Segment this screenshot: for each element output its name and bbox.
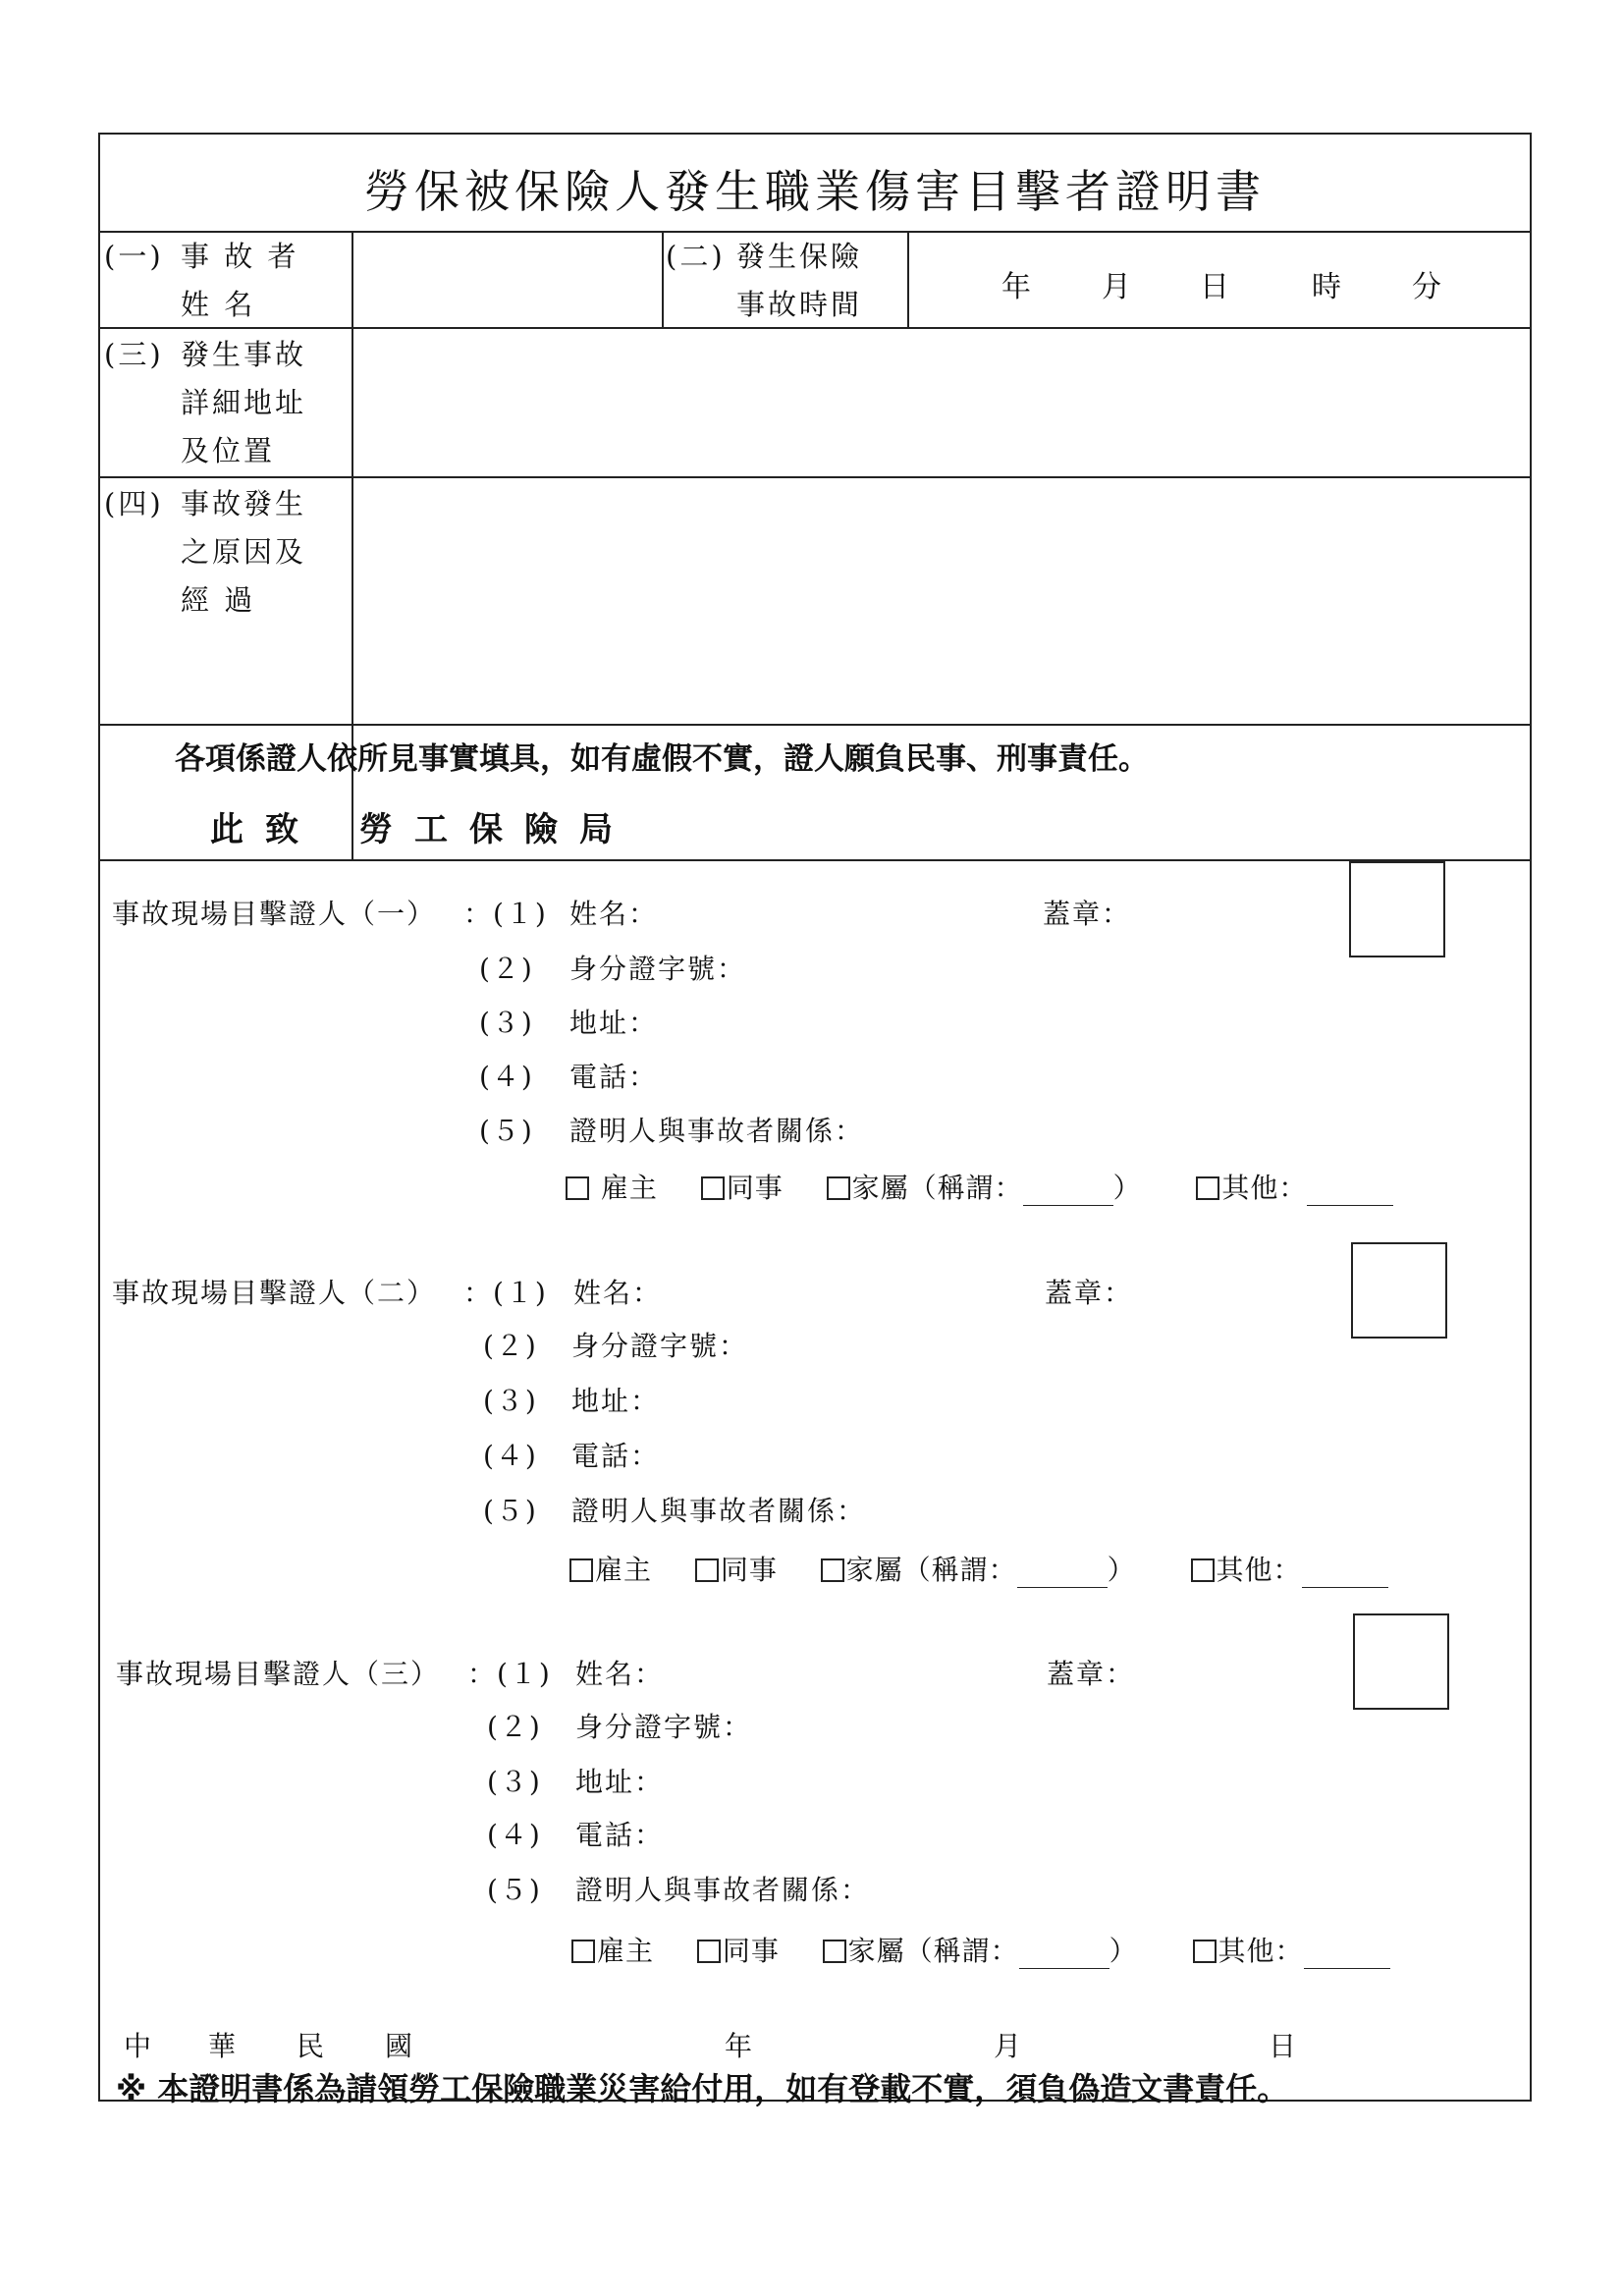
victim-name-label: (一) 事 故 者 姓 名 [104,240,299,321]
family-checkbox[interactable] [827,1176,850,1200]
family-title-blank[interactable] [1023,1181,1113,1206]
accident-time-input[interactable] [911,233,1530,325]
accident-cause-label: (四) 事故發生 之原因及 經 過 [104,487,307,617]
witness-3-phone-label: 電話： [575,1819,665,1851]
addressee: 此致 勞工保險局 [210,810,634,849]
victim-name-input[interactable] [355,233,660,325]
time-unit-day: 日 [1200,270,1229,304]
witness-3-relation-number: (５) [487,1874,542,1906]
witness-1-address-label: 地址： [569,1007,659,1039]
witness-2-relation-label: 證明人與事故者關係： [571,1495,867,1527]
declaration-text: 各項係證人依所見事實填具，如有虛假不實，證人願負民事、刑事責任。 [175,741,1149,777]
witness-3-relation-label: 證明人與事故者關係： [575,1874,871,1906]
date-year: 年 [725,2030,755,2062]
witness-2-name-number: ：(１) [463,1277,548,1309]
time-unit-hour: 時 [1312,270,1341,304]
accident-address-input[interactable] [355,331,1530,474]
family-title-blank[interactable] [1019,1944,1109,1969]
witness-2-phone-label: 電話： [571,1440,661,1472]
witness-2-address-number: (３) [483,1385,538,1417]
date-era-4: 國 [385,2030,415,2062]
witness-1-id-label: 身分證字號： [569,953,747,985]
date-era-2: 華 [208,2030,239,2062]
other-blank[interactable] [1304,1944,1390,1969]
witness-2-address-label: 地址： [571,1385,661,1417]
divider [100,476,1530,478]
witness-1-relation-number: (５) [479,1115,534,1147]
divider [100,859,1530,861]
time-unit-year: 年 [1001,270,1031,304]
employer-checkbox[interactable] [566,1176,589,1200]
witness-2-id-number: (２) [483,1330,538,1362]
date-era-1: 中 [124,2030,154,2062]
witness-1-name-number: ：(１) [463,898,548,930]
time-unit-minute: 分 [1412,270,1441,304]
family-checkbox[interactable] [821,1558,844,1582]
witness-2-header: 事故現場目擊證人（二） [112,1277,437,1309]
other-checkbox[interactable] [1191,1558,1215,1582]
certificate-form [98,133,1532,2107]
witness-1-seal-label: 蓋章： [1043,898,1132,930]
family-title-blank[interactable] [1017,1563,1108,1588]
witness-1-relation-label: 證明人與事故者關係： [569,1115,865,1147]
other-checkbox[interactable] [1196,1176,1219,1200]
accident-cause-input[interactable] [355,480,1530,857]
time-unit-month: 月 [1102,270,1131,304]
accident-address-label: (三) 發生事故 詳細地址 及位置 [104,338,307,467]
employer-checkbox[interactable] [571,1940,595,1963]
witness-2-seal-box[interactable] [1351,1242,1447,1339]
witness-3-id-number: (２) [487,1711,542,1743]
witness-3-seal-label: 蓋章： [1047,1658,1136,1690]
coworker-checkbox[interactable] [695,1558,719,1582]
witness-3-header: 事故現場目擊證人（三） [116,1658,441,1690]
coworker-checkbox[interactable] [701,1176,725,1200]
witness-3-id-label: 身分證字號： [575,1711,753,1743]
witness-2-name-label: 姓名： [573,1277,663,1309]
date-era-3: 民 [297,2030,327,2062]
witness-2-relation-options: 雇主 同事 家屬（稱謂： ） 其他： [569,1549,1388,1588]
witness-1-relation-options: 雇主 同事 家屬（稱謂： ） 其他： [566,1167,1393,1206]
witness-1-seal-box[interactable] [1349,861,1445,957]
witness-1-phone-label: 電話： [569,1061,659,1093]
coworker-checkbox[interactable] [697,1940,721,1963]
other-blank[interactable] [1302,1563,1388,1588]
footnote: ※ 本證明書係為請領勞工保險職業災害給付用，如有登載不實，須負偽造文書責任。 [116,2070,1289,2107]
witness-2-seal-label: 蓋章： [1045,1277,1134,1309]
witness-3-relation-options: 雇主 同事 家屬（稱謂： ） 其他： [571,1930,1390,1969]
witness-3-address-number: (３) [487,1766,542,1798]
family-checkbox[interactable] [823,1940,846,1963]
date-month: 月 [994,2030,1024,2062]
witness-3-phone-number: (４) [487,1819,542,1851]
time-label-divider [907,231,909,327]
date-day: 日 [1269,2030,1299,2062]
witness-1-address-number: (３) [479,1007,534,1039]
witness-2-relation-number: (５) [483,1495,538,1527]
employer-checkbox[interactable] [569,1558,593,1582]
form-title: 勞保被保險人發生職業傷害目擊者證明書 [364,165,1266,218]
witness-3-address-label: 地址： [575,1766,665,1798]
accident-time-label: (二) 發生保險 事故時間 [666,240,863,321]
victim-name-divider [662,231,664,327]
witness-1-name-label: 姓名： [569,898,659,930]
witness-3-name-label: 姓名： [575,1658,665,1690]
other-checkbox[interactable] [1193,1940,1217,1963]
witness-3-seal-box[interactable] [1353,1613,1449,1710]
witness-2-id-label: 身分證字號： [571,1330,749,1362]
witness-2-phone-number: (４) [483,1440,538,1472]
witness-1-id-number: (２) [479,953,534,985]
witness-1-header: 事故現場目擊證人（一） [112,898,437,930]
witness-1-phone-number: (４) [479,1061,534,1093]
witness-3-name-number: ：(１) [467,1658,552,1690]
other-blank[interactable] [1307,1181,1393,1206]
